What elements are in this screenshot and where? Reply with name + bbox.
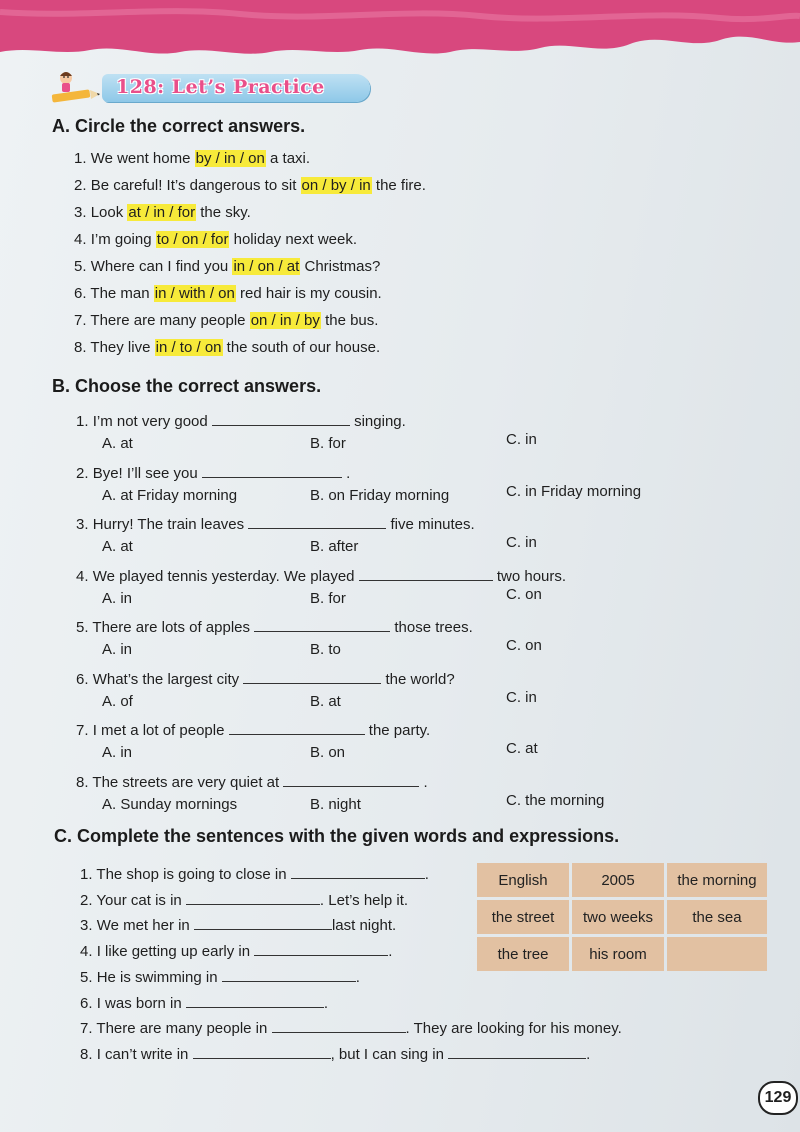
question-text: .: [586, 1045, 591, 1063]
question-number: 2.: [80, 891, 93, 909]
section-a-title: A. Circle the correct answers.: [52, 116, 306, 136]
option-c[interactable]: C. on: [506, 637, 542, 654]
question-text: The streets are very quiet at: [92, 773, 280, 791]
question-text: .: [355, 968, 360, 986]
option-c[interactable]: C. in Friday morning: [506, 482, 642, 500]
question-c-item: [80, 915, 396, 934]
question-text: the fire.: [371, 177, 426, 194]
option-a[interactable]: A. in: [102, 744, 133, 761]
question-text: the south of our house.: [222, 339, 381, 356]
question-number: 1.: [76, 413, 89, 430]
answer-blank[interactable]: [254, 941, 388, 956]
word-box-cell: the street: [477, 900, 569, 934]
answer-blank[interactable]: [243, 669, 381, 684]
page-number: 129: [758, 1081, 798, 1115]
question-text: . They are looking for his money.: [405, 1020, 622, 1038]
question-text: They live: [90, 339, 155, 356]
question-text: the world?: [385, 670, 455, 688]
answer-blank[interactable]: [272, 1018, 406, 1033]
question-text: .: [323, 994, 329, 1012]
option-c[interactable]: C. in: [506, 534, 537, 551]
answer-choices[interactable]: in / on / at: [233, 258, 300, 275]
answer-blank[interactable]: [359, 566, 493, 581]
answer-choices[interactable]: in / to / on: [155, 339, 222, 356]
word-box-cell: the tree: [477, 937, 569, 971]
answer-blank[interactable]: [222, 967, 356, 982]
question-b-item: [76, 617, 473, 636]
option-c[interactable]: C. on: [506, 585, 542, 603]
question-text: holiday next week.: [229, 231, 358, 248]
question-b-item: [76, 669, 455, 688]
question-text: I met a lot of people: [92, 722, 225, 739]
option-b[interactable]: B. for: [310, 589, 346, 607]
word-box-cell: the morning: [667, 863, 767, 897]
question-text: Be careful! It’s dangerous to sit: [90, 177, 301, 194]
question-text: .: [388, 943, 393, 961]
question-b-item: [76, 720, 430, 739]
question-text: the party.: [368, 722, 431, 739]
question-text: . Let’s help it.: [319, 891, 409, 909]
question-b-item: [76, 772, 428, 791]
question-c-item: [80, 1018, 622, 1037]
answer-blank[interactable]: [254, 617, 390, 632]
answer-blank[interactable]: [212, 411, 350, 426]
top-decorative-band: [0, 0, 800, 70]
question-a-item: [74, 231, 357, 248]
question-number: 6.: [74, 285, 87, 302]
question-number: 3.: [76, 516, 89, 533]
question-a-item: [74, 312, 378, 329]
answer-blank[interactable]: [291, 864, 425, 879]
answer-choices[interactable]: at / in / for: [128, 204, 196, 221]
question-text: I’m going: [90, 231, 156, 248]
question-c-item: [80, 967, 360, 986]
question-text: , but I can sing in: [330, 1045, 444, 1063]
option-a[interactable]: A. in: [102, 589, 133, 607]
word-box-cell: his room: [572, 937, 664, 971]
question-number: 5.: [76, 619, 89, 636]
question-number: 1.: [74, 150, 87, 167]
question-text: two hours.: [496, 567, 567, 585]
lesson-banner: [48, 70, 378, 106]
question-number: 4.: [76, 567, 89, 585]
question-number: 1.: [80, 866, 93, 883]
question-text: What’s the largest city: [92, 670, 240, 688]
question-text: five minutes.: [390, 516, 475, 533]
question-text: those trees.: [394, 619, 473, 636]
question-number: 2.: [76, 464, 89, 482]
option-b[interactable]: B. night: [310, 795, 361, 813]
question-c-item: [80, 890, 408, 909]
question-c-item: [80, 864, 429, 883]
question-number: 7.: [80, 1020, 93, 1038]
answer-choices[interactable]: on / in / by: [250, 312, 320, 329]
question-number: 5.: [80, 968, 93, 986]
option-a[interactable]: A. in: [102, 641, 133, 658]
question-a-item: [74, 204, 251, 221]
question-b-item: [76, 463, 350, 482]
option-c[interactable]: C. in: [506, 688, 537, 706]
section-c-title: C. Complete the sentences with the given words and expressions.: [54, 826, 620, 846]
question-text: singing.: [354, 413, 406, 430]
option-b[interactable]: B. at: [310, 692, 341, 710]
question-text: Christmas?: [300, 258, 381, 275]
question-a-item: [74, 285, 382, 302]
question-number: 8.: [80, 1045, 93, 1063]
question-text: .: [423, 773, 428, 791]
question-text: Look: [90, 204, 128, 221]
question-text: There are many people: [90, 312, 250, 329]
question-c-item: [80, 941, 392, 960]
question-text: red hair is my cousin.: [235, 285, 382, 302]
option-a[interactable]: A. of: [102, 692, 133, 710]
option-c[interactable]: C. at: [506, 740, 538, 757]
question-text: Where can I find you: [90, 258, 233, 275]
option-a[interactable]: A. Sunday mornings: [102, 795, 238, 813]
girl-on-pencil-icon: [48, 70, 104, 106]
question-a-item: [74, 258, 380, 275]
option-b[interactable]: B. on: [310, 744, 346, 761]
question-text: a taxi.: [265, 150, 311, 167]
option-a[interactable]: A. at: [102, 538, 133, 555]
question-text: We went home: [90, 150, 195, 167]
question-number: 2.: [74, 177, 87, 194]
word-box-cell: English: [477, 863, 569, 897]
answer-choices[interactable]: by / in / on: [195, 150, 265, 167]
question-text: Your cat is in: [96, 891, 182, 909]
answer-blank[interactable]: [229, 720, 365, 735]
answer-blank[interactable]: [283, 772, 419, 787]
question-a-item: [74, 150, 310, 167]
question-text: The man: [90, 285, 154, 302]
question-number: 6.: [76, 670, 89, 688]
question-b-item: [76, 566, 566, 585]
question-text: the sky.: [196, 204, 251, 221]
answer-blank[interactable]: [248, 514, 386, 529]
question-text: There are lots of apples: [92, 619, 251, 636]
option-a[interactable]: A. at Friday morning: [102, 486, 238, 504]
section-b-title: B. Choose the correct answers.: [52, 376, 322, 396]
question-text: .: [424, 866, 429, 883]
option-a[interactable]: A. at: [102, 435, 133, 452]
question-text: I was born in: [96, 994, 182, 1012]
question-text: The shop is going to close in: [96, 866, 287, 883]
answer-blank[interactable]: [202, 463, 342, 478]
question-text: I like getting up early in: [96, 943, 251, 961]
answer-choices[interactable]: in / with / on: [154, 285, 235, 302]
question-text: He is swimming in: [96, 968, 218, 986]
question-text: We played tennis yesterday. We played: [92, 567, 355, 585]
question-text: .: [346, 464, 351, 482]
question-c-item: [80, 993, 328, 1012]
question-number: 5.: [74, 258, 87, 275]
answer-choices[interactable]: to / on / for: [156, 231, 229, 248]
answer-blank[interactable]: [448, 1044, 586, 1059]
question-text: I can’t write in: [96, 1045, 189, 1063]
question-number: 3.: [80, 917, 93, 935]
option-b[interactable]: B. on Friday morning: [310, 486, 450, 504]
question-text: last night.: [331, 917, 397, 935]
question-b-item: [76, 514, 475, 533]
question-number: 3.: [74, 204, 87, 221]
question-text: We met her in: [96, 917, 190, 935]
question-text: the bus.: [320, 312, 379, 329]
question-number: 4.: [74, 231, 87, 248]
answer-blank[interactable]: [193, 1044, 331, 1059]
answer-blank[interactable]: [194, 915, 332, 930]
option-b[interactable]: B. for: [310, 435, 346, 452]
word-box-cell: 2005: [572, 863, 664, 897]
lesson-title: 128: Let’s Practice: [116, 76, 325, 98]
question-a-item: [74, 177, 426, 194]
question-number: 8.: [76, 773, 89, 791]
question-number: 4.: [80, 943, 93, 961]
question-number: 7.: [76, 722, 89, 739]
answer-choices[interactable]: on / by / in: [301, 177, 371, 194]
question-number: 6.: [80, 994, 93, 1012]
question-c-item: [80, 1044, 590, 1063]
word-box-cell: the sea: [667, 900, 767, 934]
word-box: [474, 860, 770, 974]
question-text: Bye! I’ll see you: [92, 464, 198, 482]
question-number: 8.: [74, 339, 87, 356]
option-c[interactable]: C. the morning: [506, 791, 605, 809]
question-text: Hurry! The train leaves: [92, 516, 245, 533]
answer-blank[interactable]: [186, 993, 324, 1008]
question-number: 7.: [74, 312, 87, 329]
question-text: I’m not very good: [92, 413, 208, 430]
answer-blank[interactable]: [186, 890, 320, 905]
option-b[interactable]: B. to: [310, 641, 341, 658]
option-c[interactable]: C. in: [506, 431, 537, 448]
option-b[interactable]: B. after: [310, 538, 359, 555]
word-box-cell: two weeks: [572, 900, 664, 934]
question-a-item: [74, 339, 380, 356]
word-box-cell: [667, 937, 767, 971]
question-text: There are many people in: [96, 1020, 268, 1038]
question-b-item: [76, 411, 406, 430]
